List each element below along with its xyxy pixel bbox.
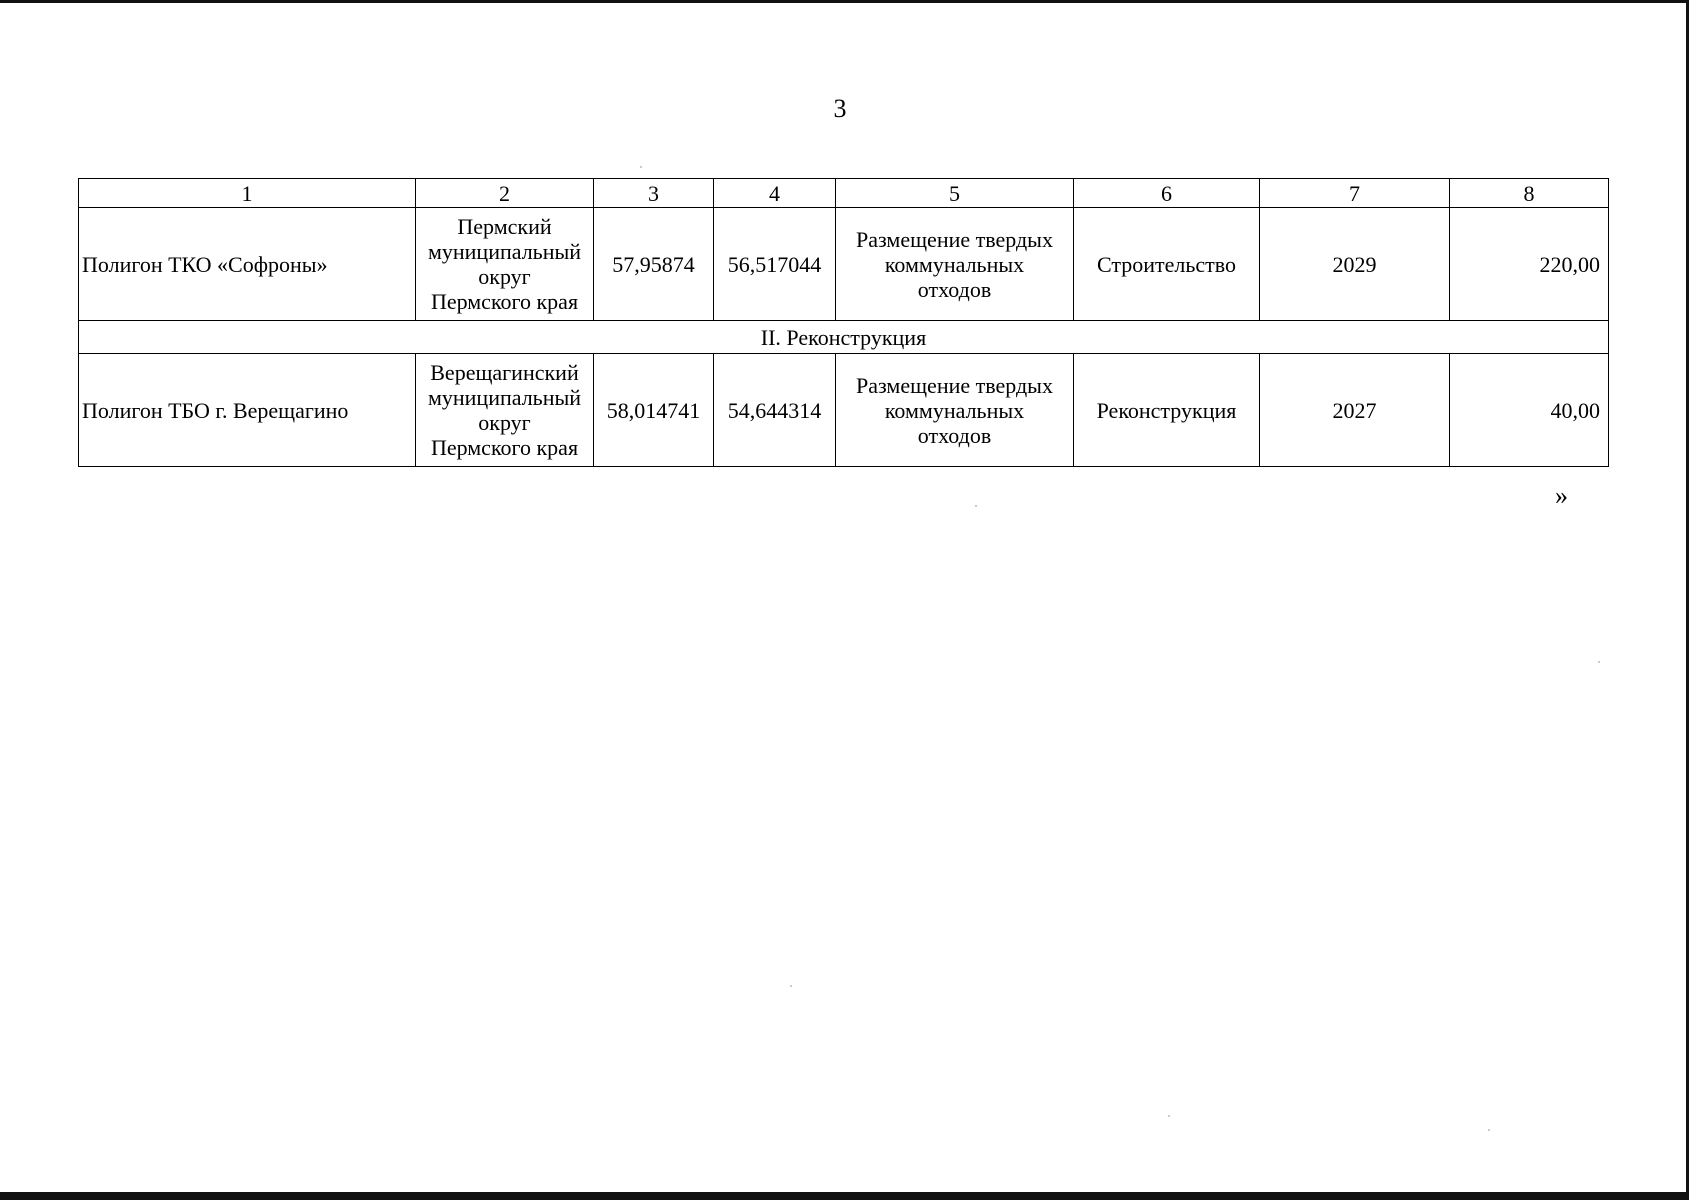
district-line: муниципальный [427, 239, 582, 264]
scan-speck [640, 166, 642, 168]
scan-top-edge [0, 0, 1689, 3]
year-cell: 2029 [1260, 208, 1450, 321]
column-number-4: 4 [714, 179, 836, 208]
page-number: 3 [833, 94, 847, 123]
purpose-line: Размещение твердых [856, 372, 1053, 398]
column-number-7: 7 [1260, 179, 1450, 208]
table-row [79, 208, 1609, 321]
scan-bottom-edge [0, 1192, 1689, 1200]
latitude-cell: 57,95874 [594, 208, 714, 321]
latitude-cell: 58,014741 [594, 354, 714, 467]
district-line: Пермского края [430, 435, 579, 460]
purpose-line: отходов [917, 276, 992, 302]
year-cell: 2027 [1260, 354, 1450, 467]
purpose-line: коммунальных [884, 397, 1025, 423]
landfill-table [78, 178, 1609, 467]
longitude-cell: 54,644314 [714, 354, 836, 467]
district-line: округ [478, 264, 531, 289]
purpose-cell [836, 354, 1074, 467]
closing-quote: » [1555, 481, 1568, 510]
table-row [79, 354, 1609, 467]
purpose-cell [836, 208, 1074, 321]
column-number-1: 1 [79, 179, 416, 208]
scan-speck [975, 505, 977, 507]
district-line: округ [478, 410, 531, 435]
scan-speck [1168, 1115, 1170, 1117]
section-heading-row [79, 321, 1609, 354]
district-cell [416, 354, 594, 467]
scan-speck [1598, 661, 1600, 663]
facility-name: Полигон ТБО г. Верещагино [79, 354, 416, 467]
column-number-6: 6 [1074, 179, 1260, 208]
purpose-line: отходов [917, 422, 992, 448]
scan-speck [1488, 1129, 1490, 1131]
activity-cell: Строительство [1074, 208, 1260, 321]
district-cell [416, 208, 594, 321]
column-number-8: 8 [1450, 179, 1609, 208]
district-line: Пермского края [430, 289, 579, 314]
district-line: муниципальный [427, 385, 582, 410]
column-number-row [79, 179, 1609, 208]
activity-cell: Реконструкция [1074, 354, 1260, 467]
district-line: Пермский [457, 214, 552, 239]
column-number-3: 3 [594, 179, 714, 208]
purpose-line: Размещение твердых [856, 226, 1053, 252]
facility-name: Полигон ТКО «Софроны» [79, 208, 416, 321]
purpose-line: коммунальных [884, 251, 1025, 277]
capacity-cell: 40,00 [1450, 354, 1609, 467]
column-number-5: 5 [836, 179, 1074, 208]
section-title: II. Реконструкция [79, 321, 1609, 354]
capacity-cell: 220,00 [1450, 208, 1609, 321]
district-line: Верещагинский [430, 360, 579, 385]
longitude-cell: 56,517044 [714, 208, 836, 321]
scan-speck [790, 985, 792, 987]
column-number-2: 2 [416, 179, 594, 208]
